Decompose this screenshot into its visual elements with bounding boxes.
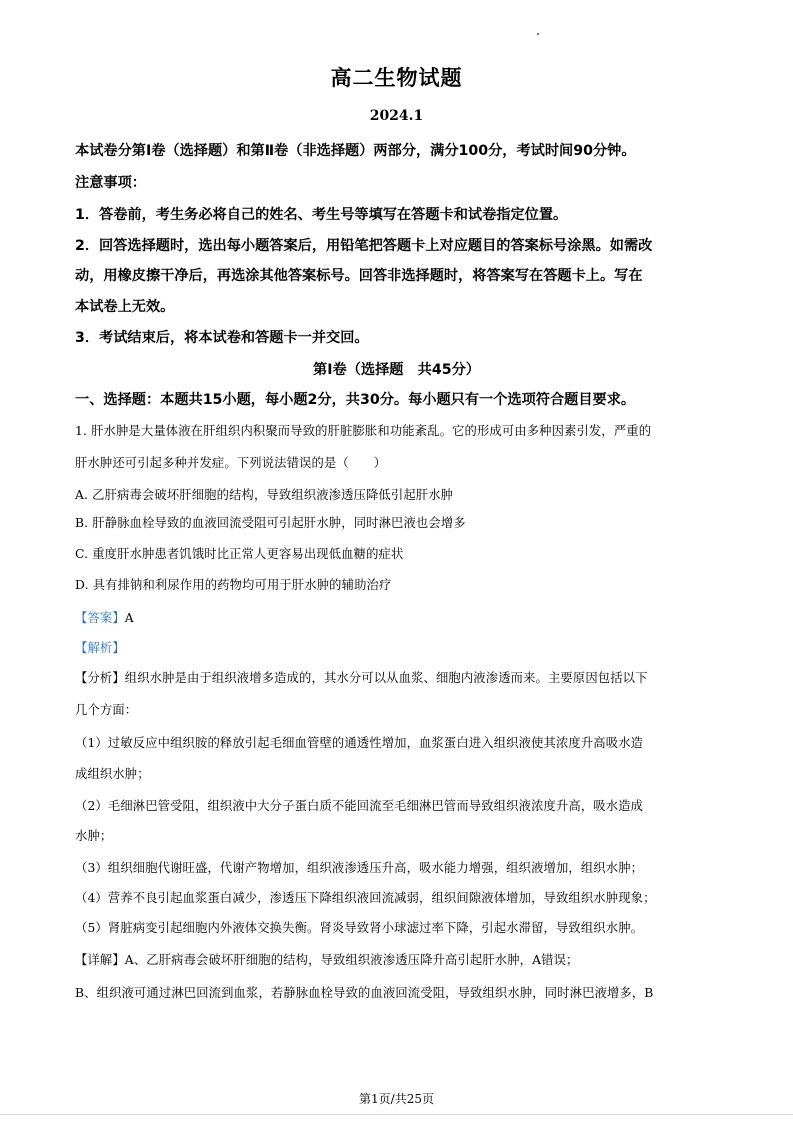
exam-date: 2024.1 xyxy=(369,108,424,124)
question-stem-line-1: 1. 肝水肿是大量体液在肝组织内积聚而导致的肝脏膨胀和功能紊乱。它的形成可由多种因素引发，严重的 xyxy=(75,424,652,438)
analysis-point-3: （3）组织细胞代谢旺盛，代谢产物增加，组织液渗透压升高，吸水能力增强，组织液增加，组织水肿； xyxy=(75,861,644,875)
option-b: B. 肝静脉血栓导致的血液回流受阻可引起肝水肿，同时淋巴液也会增多 xyxy=(75,516,466,530)
section-title: 第Ⅰ卷（选择题 共45分） xyxy=(313,362,480,378)
analysis-point-1-line-2: 成组织水肿； xyxy=(75,767,150,781)
question-stem-line-2: 肝水肿还可引起多种并发症。下列说法错误的是（ ） xyxy=(75,456,387,470)
option-d: D. 具有排钠和利尿作用的药物均可用于肝水肿的辅助治疗 xyxy=(75,578,392,592)
notice-item-1: 1．答卷前，考生务必将自己的姓名、考生号等填写在答题卡和试卷指定位置。 xyxy=(75,207,568,223)
page-title: 高二生物试题 xyxy=(330,66,463,90)
analysis-point-1-line-1: （1）过敏反应中组织胺的释放引起毛细血管壁的通透性增加，血浆蛋白进入组织液使其浓度升高吸水造 xyxy=(75,736,644,750)
bottom-rule xyxy=(0,1114,793,1115)
detail-line-1: 【详解】A、乙肝病毒会破坏肝细胞的结构，导致组织液渗透压降升高引起肝水肿，A错误； xyxy=(75,953,579,967)
analysis-label: 【解析】 xyxy=(75,641,125,655)
page-number: 第1页/共25页 xyxy=(359,1092,434,1106)
notice-item-2-line-1: 2．回答选择题时，选出每小题答案后，用铅笔把答题卡上对应题目的答案标号涂黑。如需改 xyxy=(75,238,653,254)
notice-item-3: 3．考试结束后，将本试卷和答题卡一并交回。 xyxy=(75,330,369,346)
answer-value: A xyxy=(124,611,134,625)
notice-item-2-line-3: 本试卷上无效。 xyxy=(75,299,175,315)
scan-dot xyxy=(537,33,539,35)
analysis-point-2-line-1: （2）毛细淋巴管受阻，组织液中大分子蛋白质不能回流至毛细淋巴管而导致组织液浓度升高，吸水造成 xyxy=(75,799,644,813)
answer-row xyxy=(75,608,134,626)
analysis-point-4: （4）营养不良引起血浆蛋白减少，渗透压下降组织液回流减弱，组织间隙液体增加，导致组织水肿现象； xyxy=(75,891,656,905)
option-c: C. 重度肝水肿患者饥饿时比正常人更容易出现低血糖的症状 xyxy=(75,547,404,561)
notice-heading: 注意事项： xyxy=(75,175,146,191)
notice-item-2-line-2: 动，用橡皮擦干净后，再选涂其他答案标号。回答非选择题时，将答案写在答题卡上。写在 xyxy=(75,268,643,284)
analysis-point-5: （5）肾脏病变引起细胞内外液体交换失衡。肾炎导致肾小球滤过率下降，引起水滞留，导致组织水肿。 xyxy=(75,921,644,935)
answer-label: 【答案】 xyxy=(75,611,125,625)
option-a: A. 乙肝病毒会破坏肝细胞的结构，导致组织液渗透压降低引起肝水肿 xyxy=(75,488,454,502)
part-heading: 一、选择题：本题共15小题，每小题2分，共30分。每小题只有一个选项符合题目要求。 xyxy=(75,392,636,408)
paper-info: 本试卷分第Ⅰ卷（选择题）和第Ⅱ卷（非选择题）两部分，满分100分，考试时间90分钟。 xyxy=(75,143,636,159)
analysis-line-2: 几个方面： xyxy=(75,703,138,717)
analysis-line-1: 【分析】组织水肿是由于组织液增多造成的，其水分可以从血浆、细胞内液渗透而来。主要原因包括以下 xyxy=(75,671,648,685)
analysis-point-2-line-2: 水肿； xyxy=(75,829,113,843)
detail-line-2: B、组织液可通过淋巴回流到血浆，若静脉血栓导致的血液回流受阻，导致组织水肿，同时淋巴液增多，B xyxy=(75,986,654,1000)
